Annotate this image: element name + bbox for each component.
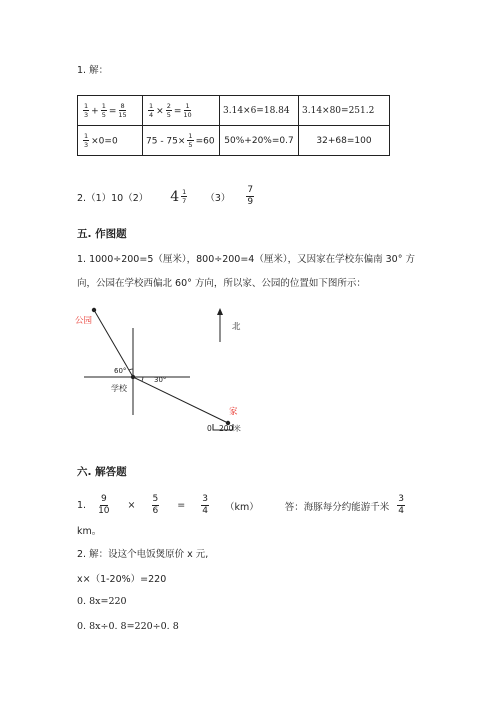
angle60-arc [129, 369, 133, 370]
section1-label: 1. 解： [77, 65, 109, 76]
cell-r1c3: 3.14×6=18.84 [220, 96, 299, 126]
cell-r2c1: $\frac{1}{3}$ ×0=0 [78, 126, 143, 156]
s6-frac3: $\frac{3}{4}$ [202, 494, 208, 516]
q2-frac3: $\frac{7}{9}$ [247, 185, 254, 207]
q2-frac: $\frac{1}{7}$ [182, 187, 187, 205]
cell-r2c3: 50%+20%=0.7 [220, 126, 299, 156]
calc-table [77, 95, 390, 156]
angle60-label: 60° [114, 367, 127, 375]
s6-q1-line [77, 495, 417, 516]
s6-times: × [127, 500, 136, 511]
section5-p2: 向，公园在学校西偏北 60° 方向，所以家、公园的位置如下图所示： [77, 278, 366, 289]
s6-frac4: $\frac{3}{4}$ [398, 494, 404, 516]
s6-frac2: $\frac{5}{6}$ [152, 494, 159, 516]
home-line [133, 377, 228, 423]
section5-p1: 1. 1000÷200=5（厘米），800÷200=4（厘米），又因家在学校东偏南 30° 方 [77, 254, 415, 265]
scale-length-label: 200米 [219, 424, 241, 433]
north-label: 北 [232, 322, 241, 332]
s6-eq3: 0. 8x÷0. 8=220÷0. 8 [77, 621, 179, 632]
s6-tail: km。 [77, 526, 102, 537]
s6-q1-num: 1. [77, 500, 87, 511]
cell-r2c2: 75 - 75× $\frac{1}{5}$ =60 [143, 126, 220, 156]
q2-prefix: 2.（1）10（2） [77, 192, 149, 204]
north-arrow-icon [217, 308, 223, 315]
s6-eq1: x×（1-20%）=220 [77, 574, 167, 585]
scale-zero-label: 0 [207, 424, 212, 433]
s6-unit: （km） [224, 501, 259, 513]
frac: $\frac{1}{3}$ [84, 101, 89, 119]
park-label: 公园 [75, 316, 93, 326]
cell-r1c1: $\frac{1}{3}$ + $\frac{1}{5}$ = $\frac{8}{15}$ [78, 96, 143, 126]
angle30-label: 30° [154, 376, 167, 384]
section5-title: 五. 作图题 [77, 228, 127, 240]
cell-r2c4: 32+68=100 [299, 126, 390, 156]
q2-mid: （3） [205, 192, 231, 204]
s6-eq2: 0. 8x=220 [77, 596, 127, 607]
s6-frac1: $\frac{9}{10}$ [98, 494, 110, 516]
cell-r1c2: $\frac{1}{4}$ × $\frac{2}{5}$ = $\frac{1}{10}$ [143, 96, 220, 126]
angle30-arc [142, 377, 143, 381]
home-label: 家 [229, 407, 238, 417]
s6-q2: 2. 解：设这个电饭煲原价 x 元, [77, 549, 209, 560]
school-label: 学校 [111, 384, 127, 393]
section6-title: 六. 解答题 [77, 466, 127, 478]
q2-whole: 4 [170, 188, 180, 205]
school-point [131, 375, 135, 379]
park-point [92, 308, 96, 312]
s6-eq: = [177, 500, 186, 511]
q2-line [77, 186, 256, 207]
cell-r1c4: 3.14×80=251.2 [299, 96, 390, 126]
s6-answer: 答：海豚每分约能游千米 [284, 501, 390, 513]
